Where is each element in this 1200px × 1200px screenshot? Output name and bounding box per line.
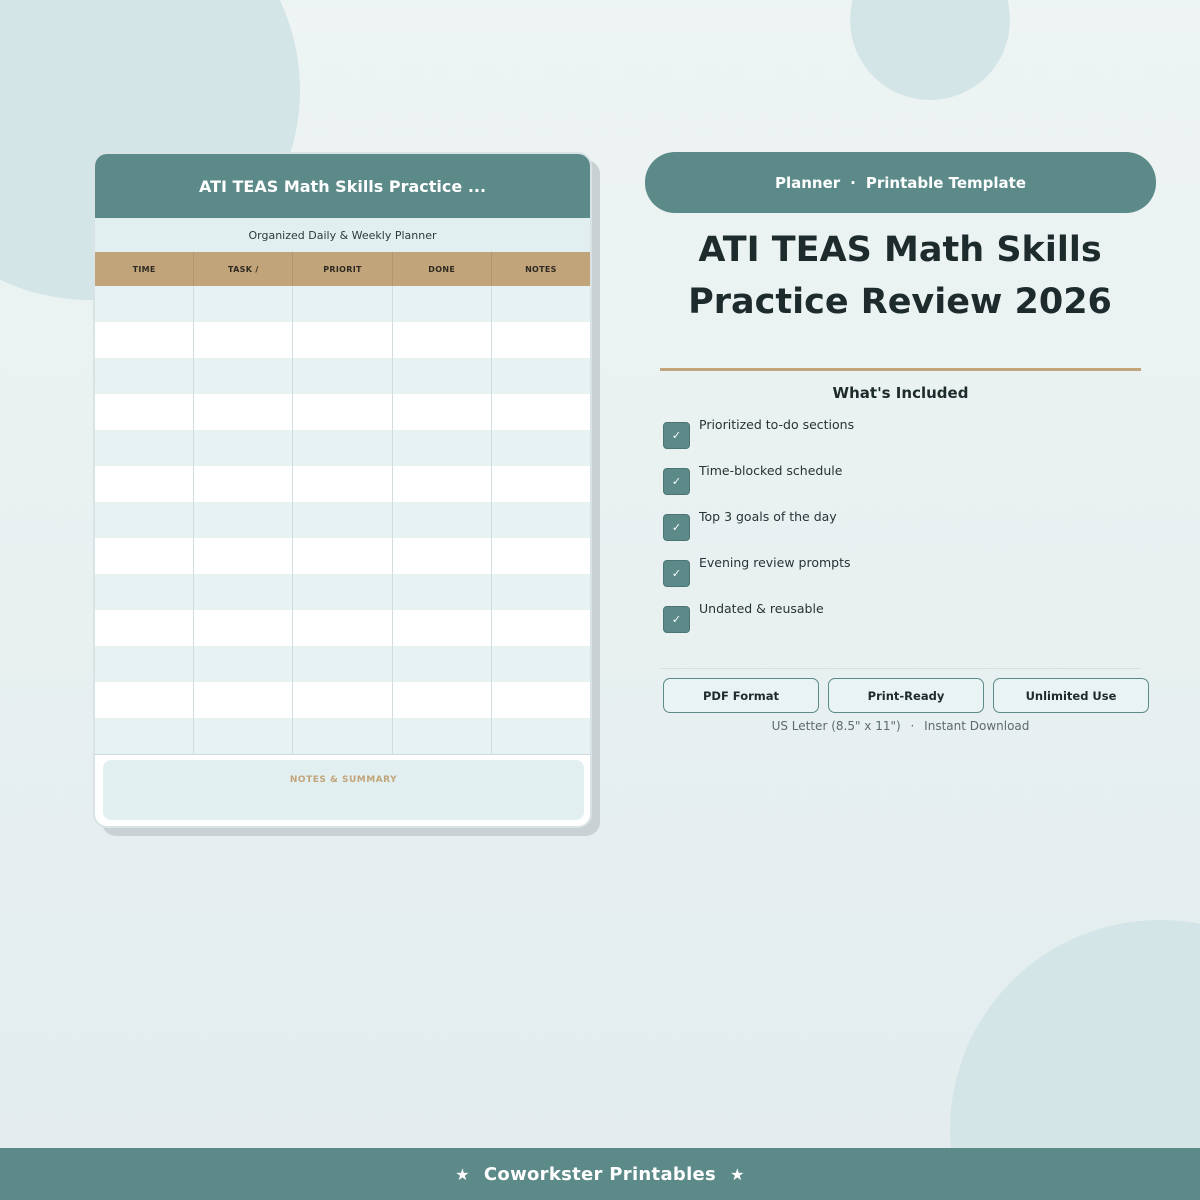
table-cell: [293, 358, 392, 394]
table-cell: [393, 466, 492, 502]
table-cell: [393, 502, 492, 538]
table-cell: [492, 286, 590, 322]
product-title: ATI TEAS Math Skills Practice Review 2026: [688, 230, 1112, 322]
decorative-circle-top-right: [850, 0, 1010, 100]
table-cell: [194, 322, 293, 358]
table-cell: [393, 610, 492, 646]
feature-label: Undated & reusable: [699, 601, 824, 616]
column-header-task: TASK /: [194, 252, 293, 286]
table-cell: [194, 466, 293, 502]
table-cell: [492, 718, 590, 754]
table-cell: [95, 358, 194, 394]
table-cell: [293, 718, 392, 754]
table-cell: [95, 574, 194, 610]
pill-separator: ·: [850, 173, 856, 192]
table-cell: [194, 394, 293, 430]
planner-table-body: [95, 286, 590, 755]
title-divider: [660, 368, 1141, 371]
table-cell: [393, 718, 492, 754]
table-cell: [95, 646, 194, 682]
included-heading: What's Included: [832, 384, 969, 402]
feature-label: Evening review prompts: [699, 555, 851, 570]
planner-title: ATI TEAS Math Skills Practice ...: [95, 154, 590, 218]
table-cell: [194, 718, 293, 754]
table-cell: [95, 610, 194, 646]
checkbox-icon: ✓: [663, 514, 690, 541]
table-cell: [293, 682, 392, 718]
table-cell: [293, 466, 392, 502]
table-cell: [492, 682, 590, 718]
table-row: [95, 466, 590, 502]
table-cell: [492, 394, 590, 430]
column-header-time: TIME: [95, 252, 194, 286]
badge-row: [663, 678, 1149, 713]
table-row: [95, 358, 590, 394]
table-cell: [293, 502, 392, 538]
table-cell: [95, 394, 194, 430]
feature-list: [663, 417, 855, 652]
table-cell: [95, 538, 194, 574]
table-cell: [194, 574, 293, 610]
checkbox-icon: ✓: [663, 468, 690, 495]
table-cell: [194, 682, 293, 718]
table-cell: [293, 646, 392, 682]
star-icon: ★: [730, 1164, 745, 1184]
planner-subtitle: Organized Daily & Weekly Planner: [95, 218, 590, 252]
table-cell: [95, 286, 194, 322]
pill-category: Planner: [774, 173, 841, 192]
table-cell: [95, 502, 194, 538]
table-cell: [194, 502, 293, 538]
notes-summary-label: NOTES & SUMMARY: [289, 775, 398, 785]
table-cell: [293, 574, 392, 610]
table-row: [95, 286, 590, 322]
format-size: US Letter (8.5" x 11"): [771, 719, 901, 733]
checkbox-icon: ✓: [663, 422, 690, 449]
pill-type: Printable Template: [865, 173, 1027, 192]
feature-label: Prioritized to-do sections: [699, 417, 855, 432]
table-row: [95, 718, 590, 754]
table-row: [95, 574, 590, 610]
table-cell: [393, 430, 492, 466]
table-cell: [194, 646, 293, 682]
table-cell: [492, 466, 590, 502]
feature-item: [663, 601, 854, 652]
brand-name: Coworkster Printables: [483, 1163, 717, 1185]
table-cell: [95, 466, 194, 502]
planner-table-header: [95, 252, 590, 286]
table-cell: [293, 610, 392, 646]
checkbox-icon: ✓: [663, 560, 690, 587]
table-cell: [194, 610, 293, 646]
table-cell: [293, 286, 392, 322]
feature-item: [663, 463, 854, 514]
table-cell: [492, 610, 590, 646]
badges-divider: [660, 668, 1141, 669]
table-cell: [393, 538, 492, 574]
feature-label: Time-blocked schedule: [699, 463, 843, 478]
feature-item: [663, 417, 855, 468]
star-icon: ★: [455, 1164, 470, 1184]
table-cell: [393, 286, 492, 322]
table-row: [95, 502, 590, 538]
table-row: [95, 682, 590, 718]
table-row: [95, 322, 590, 358]
notes-summary-box: [103, 760, 584, 820]
badge-pdf-format: PDF Format: [663, 678, 819, 713]
table-cell: [492, 430, 590, 466]
table-row: [95, 646, 590, 682]
table-cell: [293, 322, 392, 358]
checkbox-icon: ✓: [663, 606, 690, 633]
table-cell: [393, 394, 492, 430]
table-row: [95, 538, 590, 574]
table-cell: [293, 430, 392, 466]
badge-print-ready: Print-Ready: [828, 678, 984, 713]
table-row: [95, 430, 590, 466]
table-cell: [95, 682, 194, 718]
table-cell: [393, 682, 492, 718]
table-cell: [492, 538, 590, 574]
table-cell: [194, 430, 293, 466]
table-cell: [95, 718, 194, 754]
table-cell: [194, 538, 293, 574]
table-cell: [393, 322, 492, 358]
table-row: [95, 610, 590, 646]
format-delivery: Instant Download: [924, 719, 1030, 733]
table-cell: [393, 574, 492, 610]
table-cell: [492, 502, 590, 538]
table-cell: [293, 538, 392, 574]
column-header-priority: PRIORIT: [293, 252, 392, 286]
brand-footer: [0, 1148, 1200, 1200]
column-header-notes: NOTES: [525, 264, 557, 274]
table-cell: [95, 430, 194, 466]
table-cell: [492, 358, 590, 394]
format-info: [660, 719, 1141, 733]
table-cell: [492, 646, 590, 682]
table-cell: [194, 358, 293, 394]
badge-unlimited-use: Unlimited Use: [993, 678, 1149, 713]
format-separator: ·: [910, 719, 915, 733]
table-cell: [393, 646, 492, 682]
table-cell: [393, 358, 492, 394]
feature-item: [663, 509, 854, 560]
table-cell: [492, 322, 590, 358]
table-cell: [95, 322, 194, 358]
column-header-done: DONE: [393, 252, 492, 286]
feature-label: Top 3 goals of the day: [699, 509, 837, 524]
table-cell: [492, 574, 590, 610]
planner-preview-card: [93, 152, 592, 828]
category-pill: [645, 152, 1156, 213]
table-cell: [194, 286, 293, 322]
table-cell: [293, 394, 392, 430]
feature-item: [663, 555, 854, 606]
table-row: [95, 394, 590, 430]
